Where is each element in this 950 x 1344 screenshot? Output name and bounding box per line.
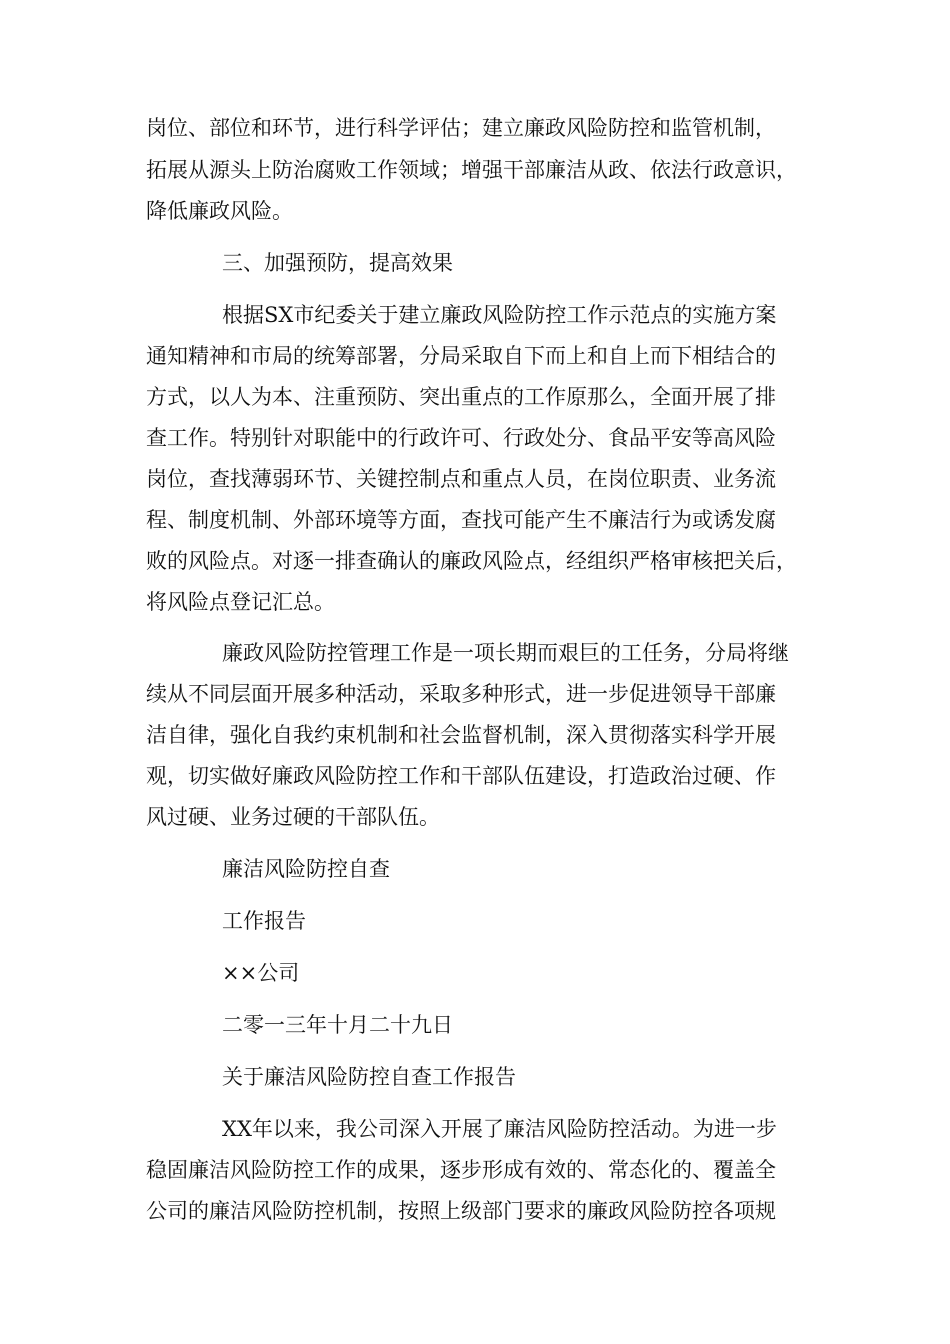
- paragraph-line: 查工作。特别针对职能中的行政许可、行政处分、食品平安等高风险: [146, 426, 776, 450]
- paragraph-line: 拓展从源头上防治腐败工作领域；增强干部廉洁从政、依法行政意识，: [146, 158, 797, 182]
- paragraph-line: 风过硬、业务过硬的干部队伍。: [146, 805, 440, 829]
- paragraph-line: 程、制度机制、外部环境等方面，查找可能产生不廉洁行为或诱发腐: [146, 508, 776, 532]
- company-name: ××公司: [222, 961, 300, 985]
- report-heading: 关于廉洁风险防控自查工作报告: [222, 1065, 516, 1089]
- paragraph-line: 廉政风险防控管理工作是一项长期而艰巨的工任务，分局将继: [222, 641, 789, 665]
- paragraph-line: 公司的廉洁风险防控机制，按照上级部门要求的廉政风险防控各项规: [146, 1199, 776, 1223]
- paragraph-line: 败的风险点。对逐一排查确认的廉政风险点，经组织严格审核把关后，: [146, 549, 797, 573]
- paragraph-line: 通知精神和市局的统筹部署，分局采取自下而上和自上而下相结合的: [146, 344, 776, 368]
- paragraph-line: 续从不同层面开展多种活动，采取多种形式，进一步促进领导干部廉: [146, 682, 776, 706]
- paragraph-line: 岗位，查找薄弱环节、关键控制点和重点人员，在岗位职责、业务流: [146, 467, 776, 491]
- paragraph-line: 将风险点登记汇总。: [146, 590, 335, 614]
- paragraph-line: 观，切实做好廉政风险防控工作和干部队伍建设，打造政治过硬、作: [146, 764, 776, 788]
- report-date: 二零一三年十月二十九日: [222, 1013, 453, 1037]
- paragraph-line: 根据SX市纪委关于建立廉政风险防控工作示范点的实施方案: [222, 303, 777, 327]
- paragraph-line: 稳固廉洁风险防控工作的成果，逐步形成有效的、常态化的、覆盖全: [146, 1158, 776, 1182]
- report-title: 工作报告: [222, 909, 306, 933]
- paragraph-line: 方式，以人为本、注重预防、突出重点的工作原那么，全面开展了排: [146, 385, 776, 409]
- section-heading: 三、加强预防，提高效果: [222, 251, 453, 275]
- paragraph-line: XX年以来，我公司深入开展了廉洁风险防控活动。为进一步: [222, 1117, 777, 1141]
- report-title: 廉洁风险防控自查: [222, 857, 390, 881]
- paragraph-line: 岗位、部位和环节，进行科学评估；建立廉政风险防控和监管机制，: [146, 116, 776, 140]
- paragraph-line: 降低廉政风险。: [146, 199, 293, 223]
- paragraph-line: 洁自律，强化自我约束机制和社会监督机制，深入贯彻落实科学开展: [146, 723, 776, 747]
